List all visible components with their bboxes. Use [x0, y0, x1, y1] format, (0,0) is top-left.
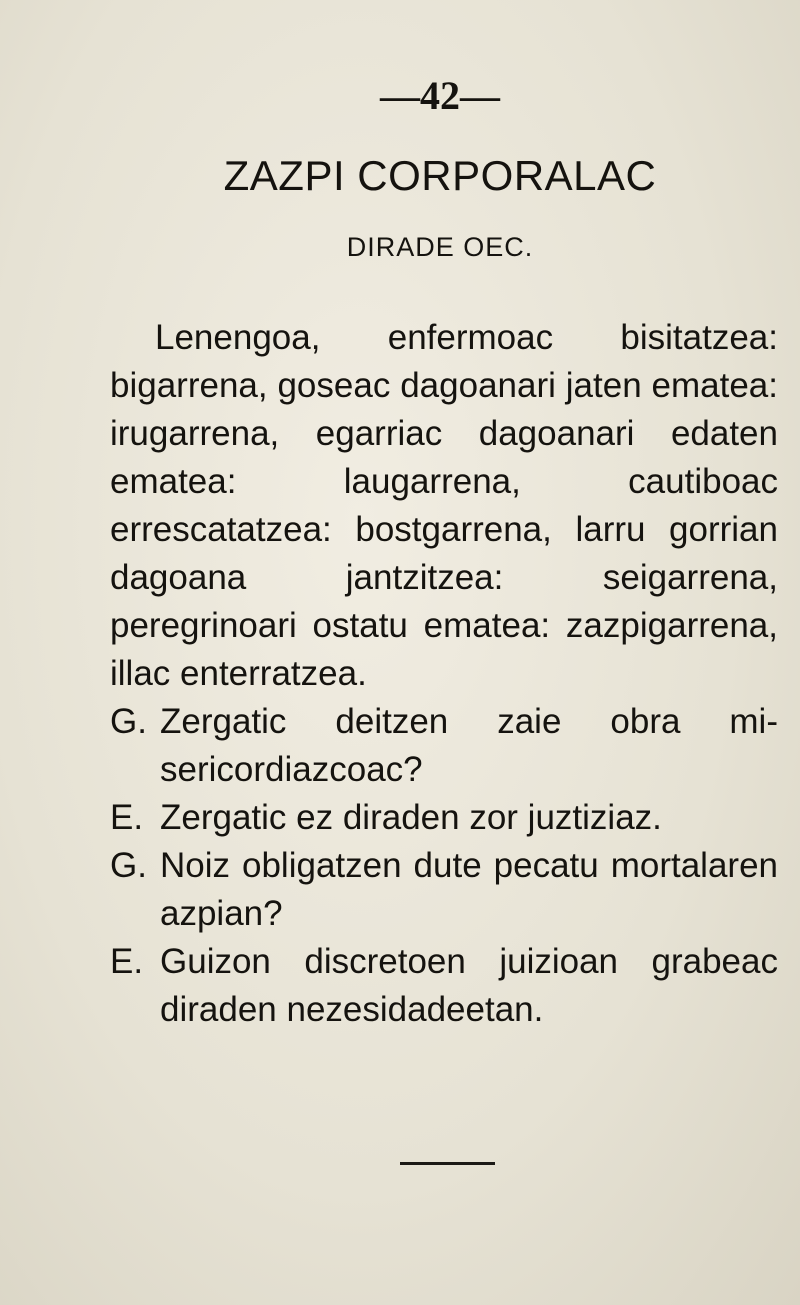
page-title: ZAZPI CORPORALAC: [223, 152, 657, 199]
closing-rule: [400, 1162, 495, 1165]
question-2: [110, 842, 778, 938]
question-text: Noiz obligatzen dute pecatu mortalaren azpian?: [160, 846, 778, 933]
question-text: Zergatic deitzen zaie obra misericordiazcoac?: [160, 702, 778, 789]
answer-label: E.: [110, 798, 144, 837]
answer-text: Guizon discretoen juizioan grabeac diraden nezesidadeetan.: [160, 942, 778, 1029]
answer-text: Zergatic ez diraden zor juztiziaz.: [160, 798, 662, 837]
question-label: G.: [110, 702, 147, 741]
answer-2: [110, 938, 778, 1034]
answer-1: [110, 794, 778, 842]
works-paragraph: Lenengoa, enfermoac bisitatzea: bigarrena, goseac dagoanari jaten ematea: irugarrena, egarriac dagoanari edaten ematea: laugarrena, cautiboac errescatatzea: bostgarrena, larru gorrian dagoana jantzitzea: seigarrena, peregrinoari ostatu ematea: zazpigarrena, illac enterratzea.: [110, 318, 778, 693]
question-label: G.: [110, 846, 147, 885]
answer-label: E.: [110, 942, 144, 981]
page-number: —42—: [380, 73, 500, 118]
body-text: [110, 314, 778, 1034]
question-1: [110, 698, 778, 794]
subtitle: DIRADE OEC.: [346, 232, 534, 262]
